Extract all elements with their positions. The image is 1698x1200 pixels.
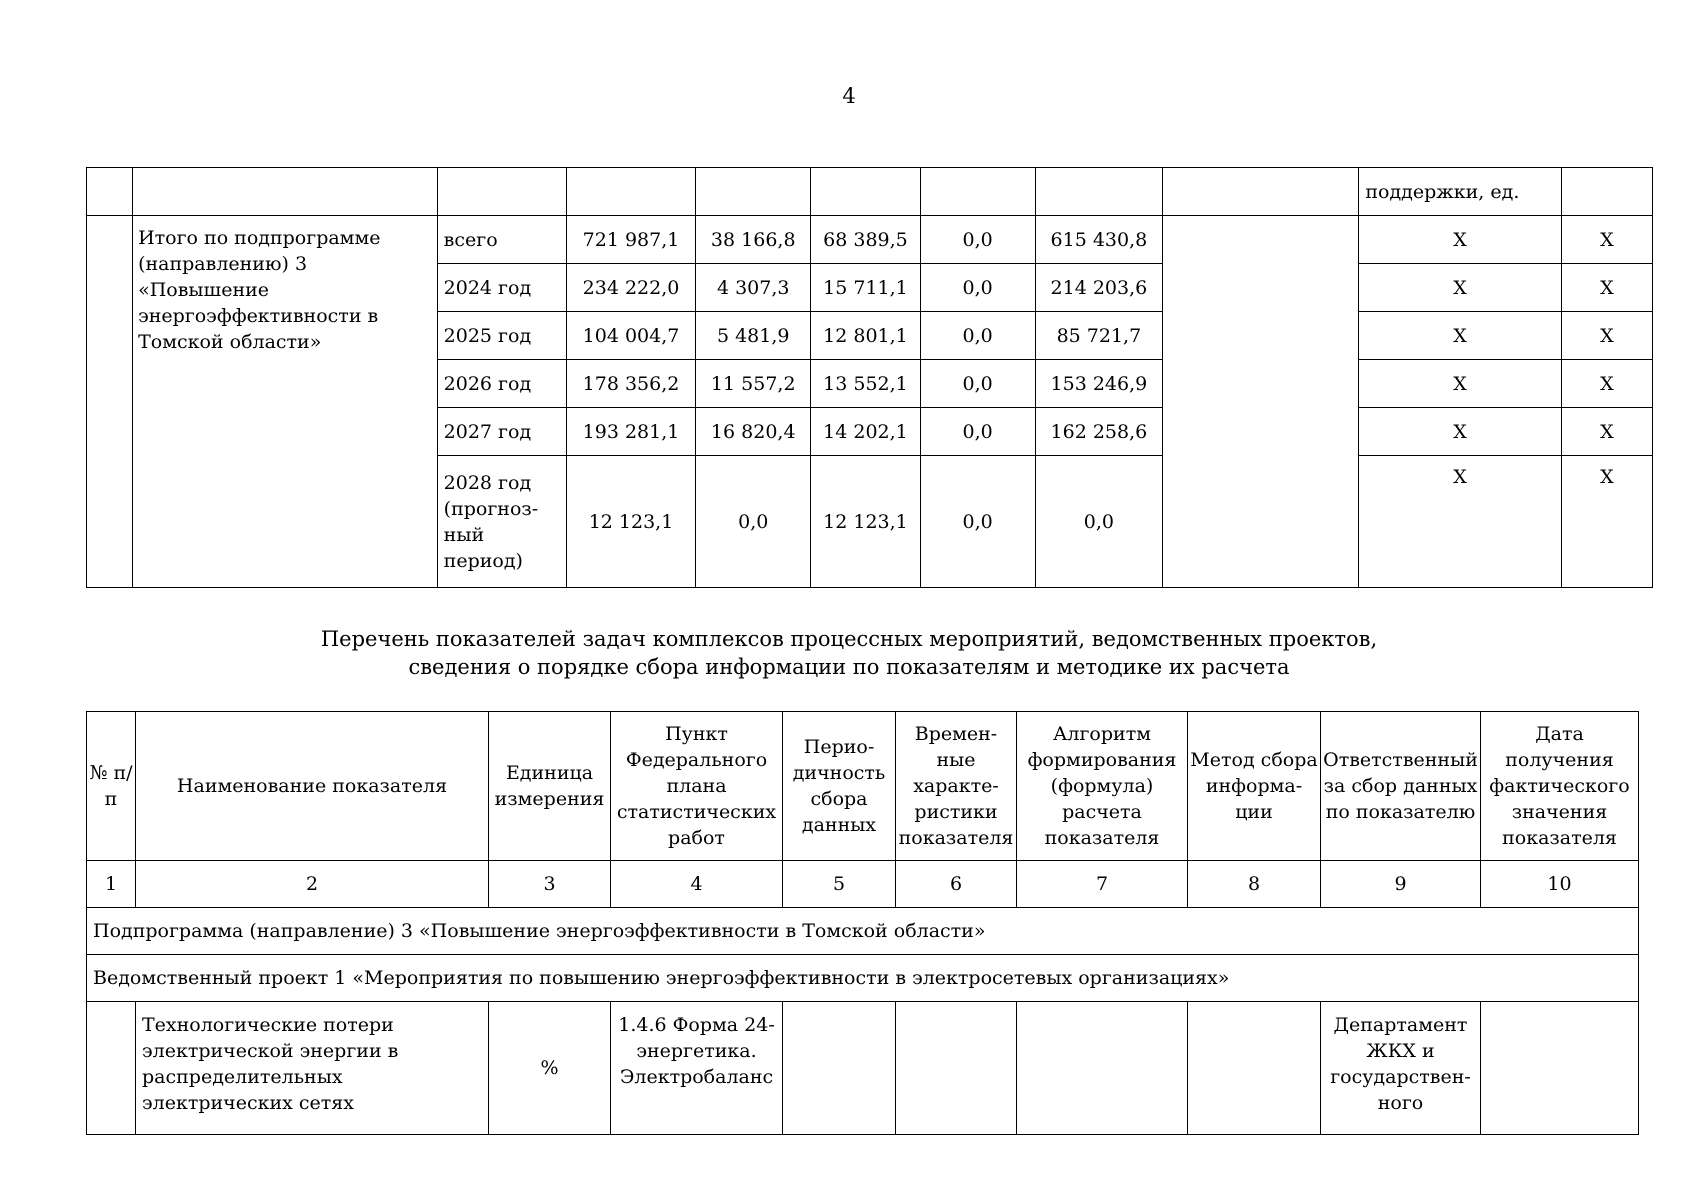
column-number: 5 [783, 861, 896, 908]
subprogram-row [87, 908, 1639, 955]
value-cell: 615 430,8 [1035, 216, 1162, 264]
value-cell: 0,0 [920, 216, 1035, 264]
subprogram-name: Итого по подпрограмме (направлению) 3 «Повышение энергоэффективности в Томской области» [133, 216, 438, 588]
x-cell: X [1359, 264, 1561, 312]
x-cell: X [1561, 360, 1652, 408]
value-cell: 0,0 [920, 456, 1035, 588]
value-cell: 16 820,4 [696, 408, 811, 456]
section-title-line: Перечень показателей задач комплексов процессных мероприятий, ведомственных проектов, [320, 627, 1378, 651]
value-cell: 85 721,7 [1035, 312, 1162, 360]
column-number: 6 [896, 861, 1017, 908]
value-cell: 15 711,1 [811, 264, 920, 312]
column-header: Единица измерения [489, 712, 611, 861]
value-cell: 193 281,1 [566, 408, 695, 456]
time-characteristics [896, 1002, 1017, 1135]
project-title: Ведомственный проект 1 «Мероприятия по повышению энергоэффективности в электросетевых организациях» [87, 955, 1639, 1002]
x-cell: X [1359, 216, 1561, 264]
value-cell: 11 557,2 [696, 360, 811, 408]
x-cell: X [1359, 360, 1561, 408]
value-cell: 68 389,5 [811, 216, 920, 264]
column-header: Времен-ные характе-ристики показателя [896, 712, 1017, 861]
column-header: Перио-дичность сбора данных [783, 712, 896, 861]
continuation-row [87, 168, 1653, 216]
value-cell: 0,0 [920, 360, 1035, 408]
column-number: 8 [1188, 861, 1321, 908]
year-cell: 2027 год [437, 408, 566, 456]
value-cell: 0,0 [1035, 456, 1162, 588]
row-number-cell [87, 216, 133, 588]
column-number: 2 [136, 861, 489, 908]
x-cell: X [1561, 408, 1652, 456]
column-number: 1 [87, 861, 136, 908]
header-note: поддержки, ед. [1359, 168, 1561, 216]
x-cell: X [1359, 408, 1561, 456]
empty-cell [1163, 216, 1359, 588]
year-cell: 2024 год [437, 264, 566, 312]
indicator-unit: % [489, 1002, 611, 1135]
year-cell: 2026 год [437, 360, 566, 408]
column-header: Наименование показателя [136, 712, 489, 861]
financing-table [86, 167, 1653, 588]
value-cell: 178 356,2 [566, 360, 695, 408]
value-cell: 12 801,1 [811, 312, 920, 360]
value-cell: 214 203,6 [1035, 264, 1162, 312]
indicator-name: Технологические потери электрической энергии в распределительных электрических сетях [136, 1002, 489, 1135]
subprogram-title: Подпрограмма (направление) 3 «Повышение энергоэффективности в Томской области» [87, 908, 1639, 955]
x-cell: X [1561, 264, 1652, 312]
value-cell: 162 258,6 [1035, 408, 1162, 456]
table-row [87, 1002, 1639, 1135]
table-row [87, 216, 1653, 264]
value-cell: 38 166,8 [696, 216, 811, 264]
x-cell: X [1561, 456, 1652, 588]
value-cell: 12 123,1 [566, 456, 695, 588]
value-cell: 721 987,1 [566, 216, 695, 264]
column-header: № п/п [87, 712, 136, 861]
column-number: 10 [1481, 861, 1639, 908]
column-number: 3 [489, 861, 611, 908]
collection-method [1188, 1002, 1321, 1135]
responsible: Департамент ЖКХ и государствен-ного [1321, 1002, 1481, 1135]
value-cell: 14 202,1 [811, 408, 920, 456]
value-cell: 12 123,1 [811, 456, 920, 588]
column-number: 9 [1321, 861, 1481, 908]
value-cell: 4 307,3 [696, 264, 811, 312]
x-cell: X [1561, 216, 1652, 264]
value-cell: 104 004,7 [566, 312, 695, 360]
value-cell: 153 246,9 [1035, 360, 1162, 408]
indicators-table [86, 711, 1639, 1135]
value-cell: 13 552,1 [811, 360, 920, 408]
page-number: 4 [842, 84, 856, 108]
column-header: Ответственный за сбор данных по показателю [1321, 712, 1481, 861]
value-cell: 0,0 [696, 456, 811, 588]
x-cell: X [1359, 312, 1561, 360]
row-number [87, 1002, 136, 1135]
value-cell: 0,0 [920, 408, 1035, 456]
column-number: 7 [1017, 861, 1188, 908]
column-number: 4 [611, 861, 783, 908]
project-row [87, 955, 1639, 1002]
value-cell: 0,0 [920, 312, 1035, 360]
year-cell: 2025 год [437, 312, 566, 360]
column-header: Алгоритм формирования (формула) расчета показателя [1017, 712, 1188, 861]
column-number-row [87, 861, 1639, 908]
section-title [0, 625, 1698, 681]
plan-item: 1.4.6 Форма 24-энергетика. Электробаланс [611, 1002, 783, 1135]
x-cell: X [1561, 312, 1652, 360]
algorithm [1017, 1002, 1188, 1135]
column-header: Дата получения фактического значения показателя [1481, 712, 1639, 861]
year-cell: всего [437, 216, 566, 264]
value-cell: 0,0 [920, 264, 1035, 312]
receipt-date [1481, 1002, 1639, 1135]
value-cell: 5 481,9 [696, 312, 811, 360]
header-row [87, 712, 1639, 861]
x-cell: X [1359, 456, 1561, 588]
value-cell: 234 222,0 [566, 264, 695, 312]
column-header: Метод сбора информа-ции [1188, 712, 1321, 861]
periodicity [783, 1002, 896, 1135]
column-header: Пункт Федерального плана статистических работ [611, 712, 783, 861]
section-title-line: сведения о порядке сбора информации по показателям и методике их расчета [408, 655, 1290, 679]
year-cell: 2028 год (прогноз-ный период) [437, 456, 566, 588]
